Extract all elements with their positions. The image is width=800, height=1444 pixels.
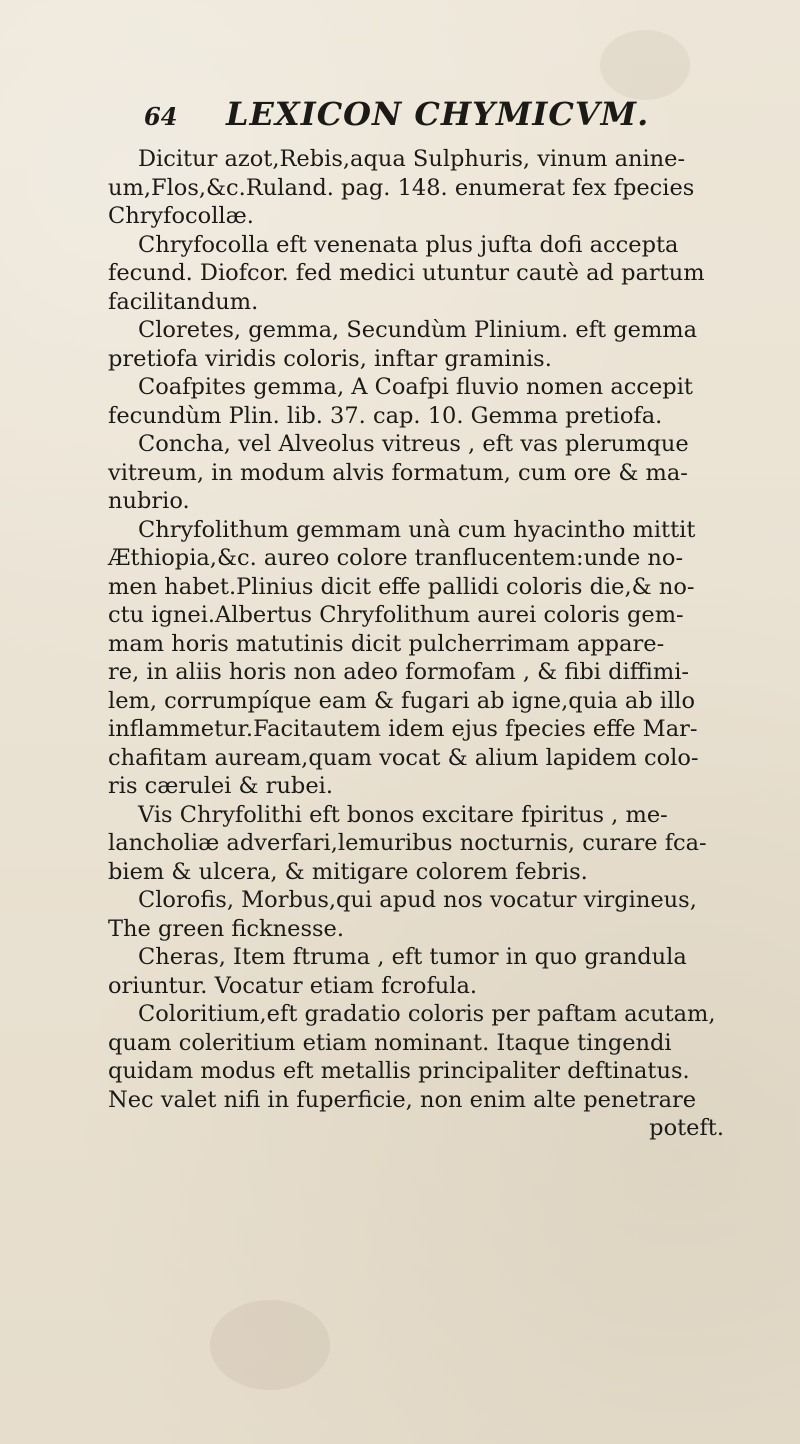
- text-line: nubrio.: [108, 488, 190, 514]
- text-line: chafitam auream,quam vocat & alium lapidem colo-: [108, 744, 699, 771]
- text-line: re, in aliis horis non adeo formofam , & fibi diffimi-: [108, 659, 690, 685]
- paper-stain: [210, 1300, 330, 1390]
- text-line: ctu ignei.Albertus Chryfolithum aurei coloris gem-: [108, 602, 684, 628]
- text-line: Vis Chryfolithi eft bonos excitare fpiritus , me-: [138, 801, 668, 828]
- text-line: lancholiæ adverfari,lemuribus nocturnis, curare fca-: [108, 830, 707, 856]
- text-line: poteft.: [649, 1115, 724, 1141]
- page-number: 64: [144, 102, 178, 131]
- text-line: Chryfocollæ.: [108, 203, 254, 229]
- text-line: men habet.Plinius dicit effe pallidi coloris die,& no-: [108, 573, 695, 600]
- text-line: Coloritium,eft gradatio coloris per paftam acutam,: [138, 1001, 716, 1027]
- text-line: ris cærulei & rubei.: [108, 773, 333, 799]
- text-line: quidam modus eft metallis principaliter deftinatus.: [108, 1058, 690, 1084]
- text-line: oriuntur. Vocatur etiam fcrofula.: [108, 972, 478, 999]
- text-line: Clorofis, Morbus,qui apud nos vocatur virgineus,: [138, 887, 697, 913]
- paper-stain: [600, 30, 690, 100]
- running-title: LEXICON CHYMICVM.: [226, 95, 650, 133]
- text-line: Concha, vel Alveolus vitreus , eft vas plerumque: [138, 431, 689, 457]
- text-line: Dicitur azot,Rebis,aqua Sulphuris, vinum anine-: [138, 146, 686, 172]
- text-line: Æthiopia,&c. aureo colore tranflucentem:unde no-: [108, 545, 684, 571]
- text-line: fecundùm Plin. lib. 37. cap. 10. Gemma pretiofa.: [108, 402, 663, 429]
- page-header: [144, 95, 742, 133]
- text-line: lem, corrumpíque eam & fugari ab igne,quia ab illo: [108, 687, 696, 714]
- text-line: fecund. Diofcor. fed medici utuntur cautè ad partum: [108, 260, 705, 286]
- text-line: Coafpites gemma, A Coafpi fluvio nomen accepit: [138, 374, 693, 400]
- text-line: Cheras, Item ftruma , eft tumor in quo grandula: [138, 944, 687, 970]
- text-line: The green ficknesse.: [108, 915, 345, 942]
- body-text: [108, 145, 742, 1143]
- text-line: biem & ulcera, & mitigare colorem febris.: [108, 858, 588, 885]
- text-line: Nec valet nifi in fuperficie, non enim alte penetrare: [108, 1086, 697, 1113]
- text-line: quam coleritium etiam nominant. Itaque tingendi: [108, 1029, 672, 1056]
- text-line: Chryfocolla eft venenata plus jufta dofi accepta: [138, 231, 679, 258]
- text-line: vitreum, in modum alvis formatum, cum ore & ma-: [108, 459, 688, 486]
- text-line: facilitandum.: [108, 288, 259, 315]
- text-line: inflammetur.Facitautem idem ejus fpecies effe Mar-: [108, 716, 698, 742]
- text-line: mam horis matutinis dicit pulcherrimam appare-: [108, 630, 665, 657]
- text-line: Chryfolithum gemmam unà cum hyacintho mittit: [138, 516, 696, 543]
- text-line: pretiofa viridis coloris, inftar graminis.: [108, 345, 552, 372]
- text-line: um,Flos,&c.Ruland. pag. 148. enumerat fex fpecies: [108, 174, 695, 201]
- text-line: Cloretes, gemma, Secundùm Plinium. eft gemma: [138, 317, 698, 343]
